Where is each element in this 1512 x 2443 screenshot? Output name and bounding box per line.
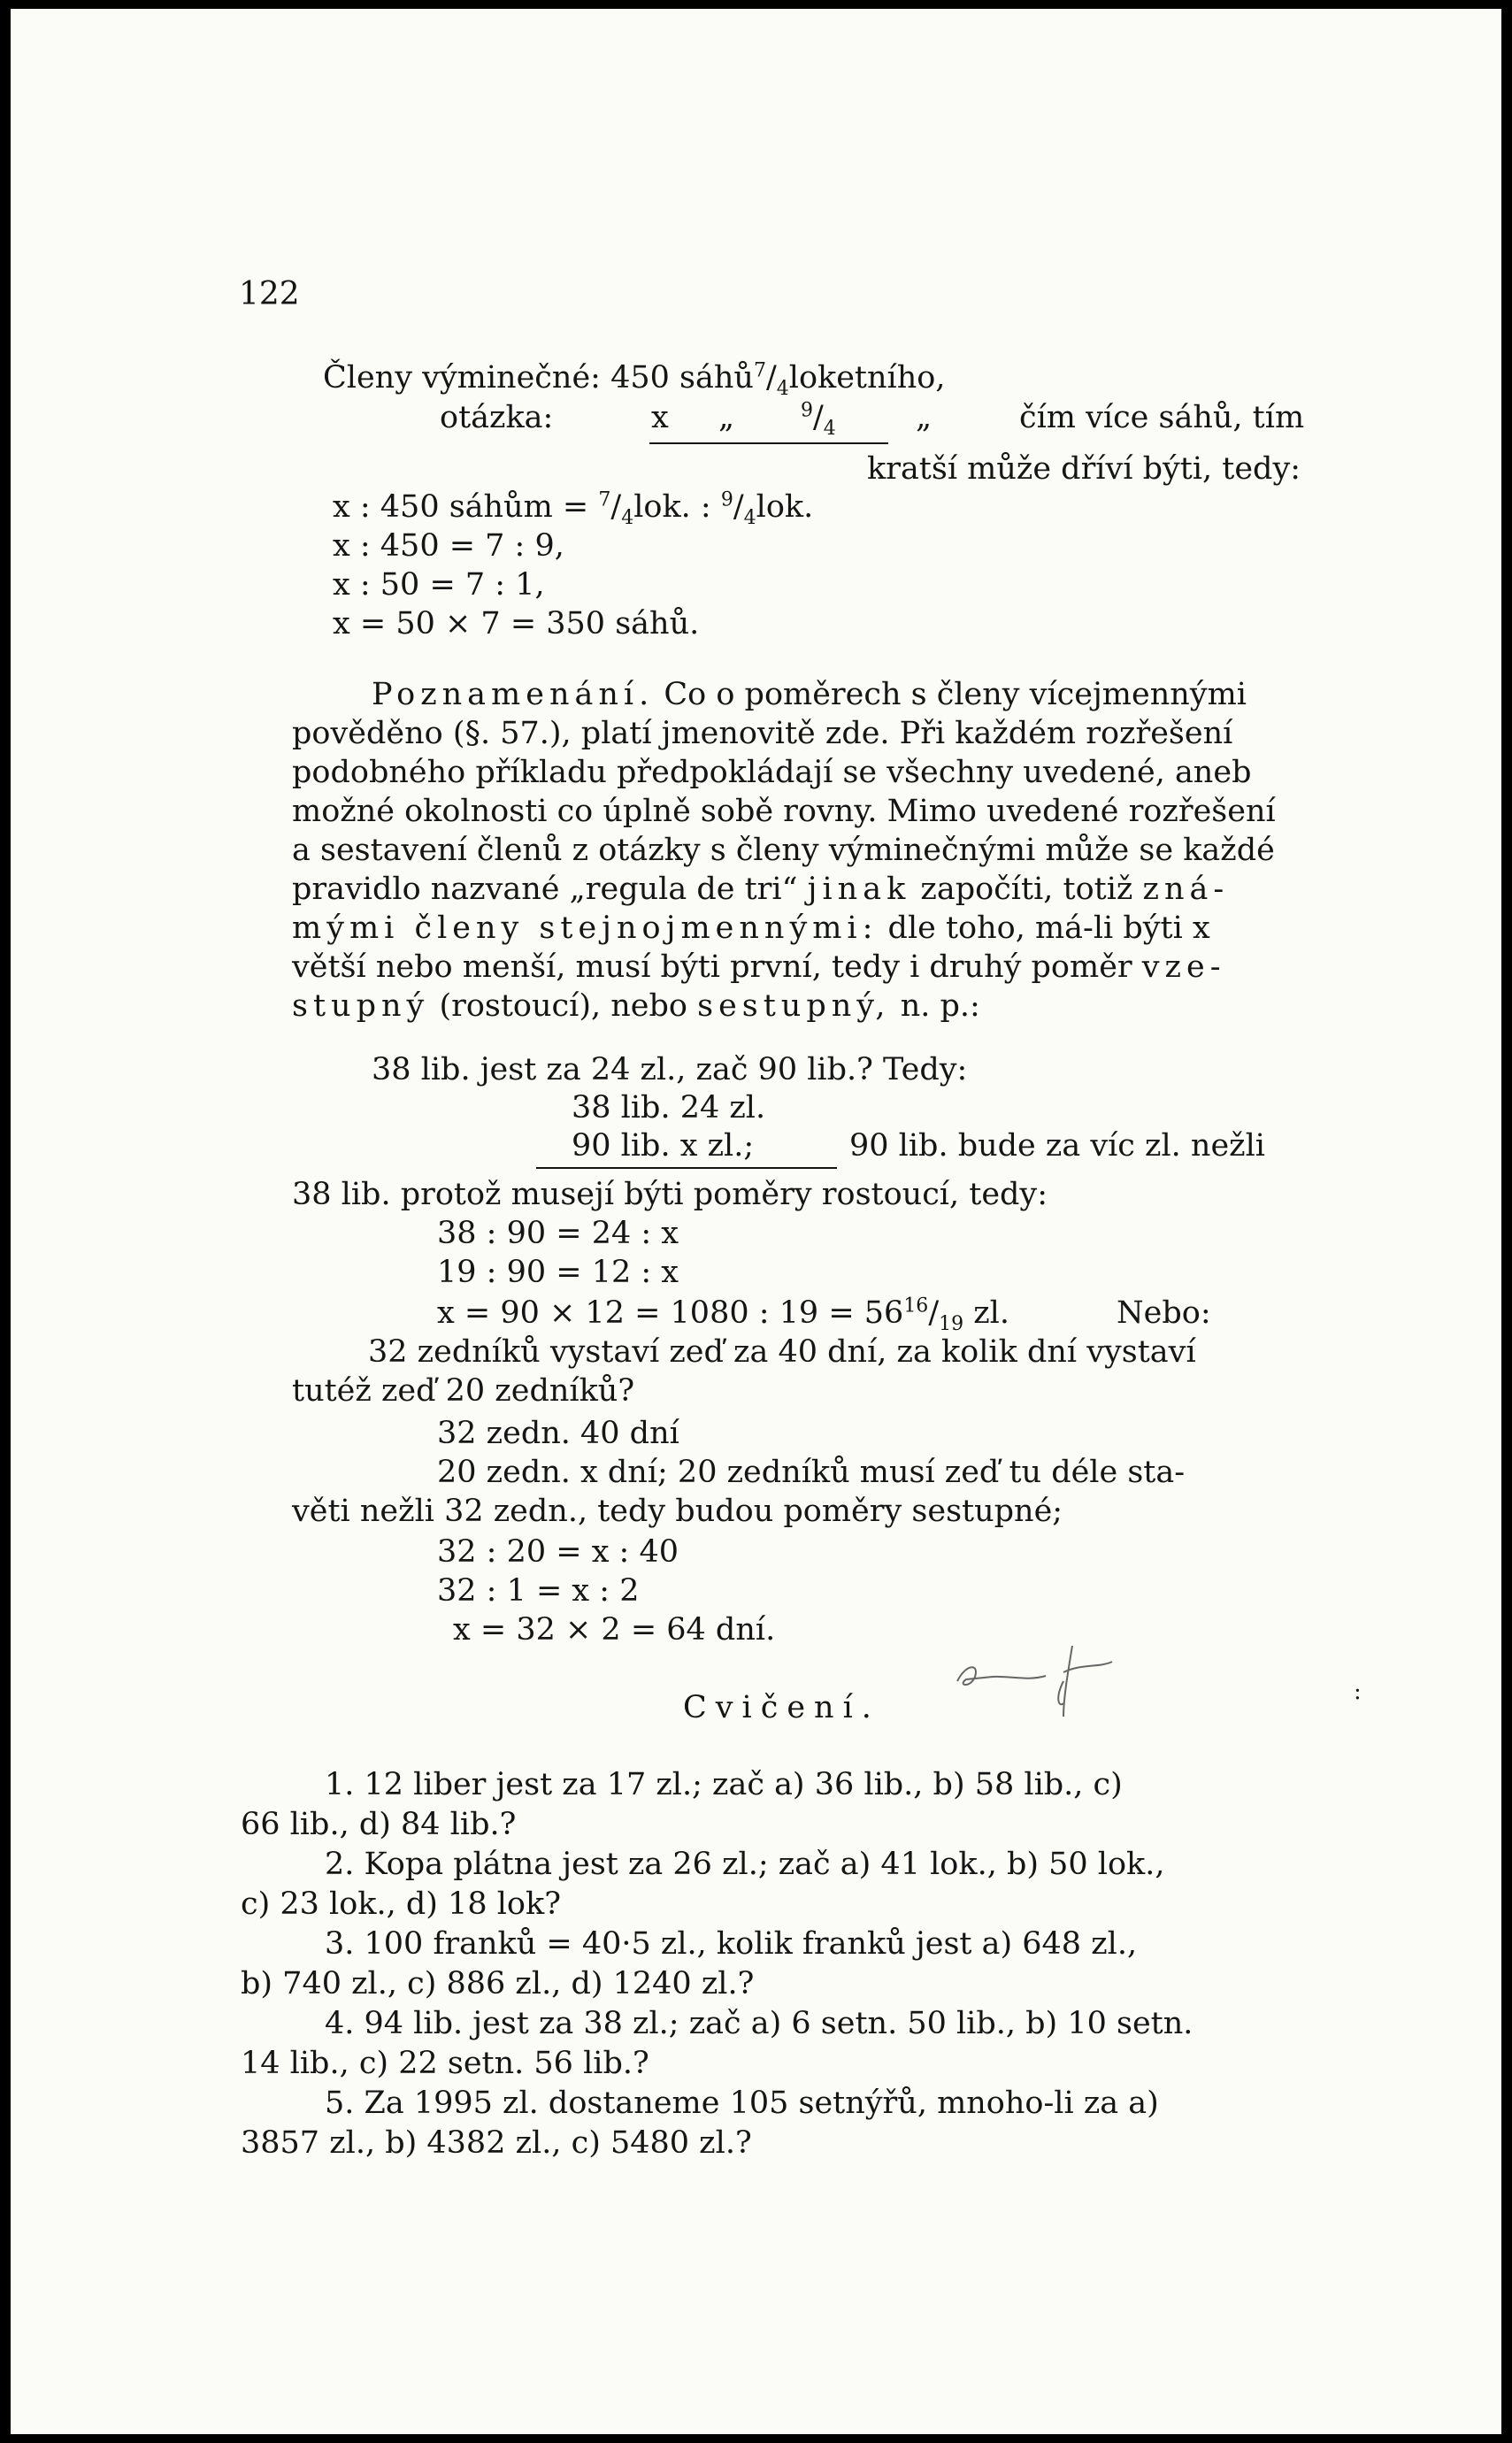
remark-line8: větší nebo menší, musí býti první, tedy i druhý poměr vze-	[292, 949, 1226, 985]
page-number: 122	[239, 276, 300, 312]
example3-given: 32 zedn. 40 dní	[437, 1416, 679, 1451]
example1-line3: kratší může dříví býti, tedy:	[867, 451, 1301, 487]
example2-nebo: Nebo:	[1117, 1295, 1211, 1331]
example2-result: x = 90 × 12 = 1080 : $19 = 56^{16}/_{19}$ zl.	[437, 1294, 1009, 1335]
exercise-3-line2: b) 740 zl., c) 886 zl., d) 1240 zl.?	[241, 1966, 755, 2001]
remark-line9: stupný (rostoucí), nebo sestupný, n. p.:	[292, 988, 980, 1024]
example2-question: 38 lib. jest za 24 zl., zač 90 lib.? Tedy:	[372, 1052, 968, 1087]
example1-question-fraction: $^9/_4$	[801, 399, 836, 440]
example1-ditto2: „	[916, 400, 933, 435]
example3-line1: 32 zedníků vystaví zeď za 40 dní, za kolik dní vystaví	[368, 1334, 1196, 1370]
remark-line2: pověděno (§. 57.), platí jmenovitě zde. Při každém rozřešení	[292, 716, 1233, 751]
example2-reasoning: 90 lib. bude za víc zl. nežli	[849, 1128, 1265, 1164]
remark-line3: podobného příkladu předpokládají se všechny uvedené, aneb	[292, 755, 1252, 790]
exercise-4-line1: 4. 94 lib. jest za 38 zl.; zač a) 6 setn. 50 lib., b) 10 setn.	[325, 2006, 1193, 2041]
exercise-2-line1: 2. Kopa plátna jest za 26 zl.; zač a) 41 lok., b) 50 lok.,	[325, 1847, 1165, 1882]
example3-asked: 20 zedn. x dní; 20 zedníků musí zeď tu déle sta-	[437, 1455, 1186, 1490]
example3-result: x = 32 × 2 = 64 dní.	[453, 1612, 776, 1648]
remark-line1: Poznamenání. Co o poměrech s členy vícejmennými	[372, 677, 1247, 712]
example3-proportion1: 32 : 20 = x : 40	[437, 1534, 679, 1570]
exercise-4-line2: 14 lib., c) 22 setn. 56 lib.?	[241, 2046, 649, 2081]
example1-proportion3: x : 50 = 7 : 1,	[333, 567, 545, 603]
example1-line1: Členy výminečné: 450 $sáhů^7/_4loketního$,	[323, 359, 946, 400]
example3-line2: tutéž zeď 20 zedníků?	[292, 1373, 635, 1409]
example1-proportion2: x : 450 = 7 : 9,	[333, 528, 564, 564]
example2-proportion2: 19 : 90 = 12 : x	[437, 1255, 679, 1290]
example1-question-label: otázka:	[440, 400, 554, 435]
example1-result: x = 50 × 7 = 350 sáhů.	[333, 606, 700, 641]
book-page	[11, 9, 1501, 2434]
example2-given: 38 lib. 24 zl.	[572, 1090, 766, 1125]
remark-heading: Poznamenání.	[372, 677, 655, 712]
handwritten-signature-mark	[931, 1610, 1143, 1725]
example1-question-rest: čím více sáhů, tím	[1019, 400, 1305, 435]
example2-proportion1: 38 : 90 = 24 : x	[437, 1216, 679, 1251]
remark-line6: pravidlo nazvané „regula de tri“ jinak započíti, totiž zná-	[292, 872, 1230, 907]
example1-ditto1: „	[718, 400, 735, 435]
exercise-5-line2: 3857 zl., b) 4382 zl., c) 5480 zl.?	[241, 2125, 752, 2161]
example2-rule	[536, 1167, 837, 1169]
example1-question-x: x	[651, 400, 669, 435]
example2-asked: 90 lib. x zl.;	[572, 1128, 755, 1164]
exercise-1-line1: 1. 12 liber jest za 17 zl.; zač a) 36 lib., b) 58 lib., c)	[325, 1767, 1123, 1802]
margin-speck: :	[1354, 1679, 1362, 1705]
remark-line7: mými členy stejnojmennými: dle toho, má-li býti x	[292, 910, 1210, 946]
remark-line5: a sestavení členů z otázky s členy výminečnými může se každé	[292, 833, 1275, 868]
exercise-3-line1: 3. 100 franků = 40·5 zl., kolik franků jest a) 648 zl.,	[325, 1926, 1138, 1962]
exercise-1-line2: 66 lib., d) 84 lib.?	[241, 1807, 517, 1842]
example3-proportion2: 32 : 1 = x : 2	[437, 1573, 640, 1609]
remark-line4: možné okolnosti co úplně sobě rovny. Mimo uvedené rozřešení	[292, 794, 1276, 829]
example3-line5: věti nežli 32 zedn., tedy budou poměry sestupné;	[292, 1494, 1063, 1529]
exercise-5-line1: 5. Za 1995 zl. dostaneme 105 setnýřů, mnoho-li za a)	[325, 2086, 1159, 2121]
exercises-heading: Cvičení.	[683, 1690, 880, 1725]
example1-proportion1: x : 450 sáhům = $^7/_4lok$. : $^9/_4lok$.	[333, 488, 814, 529]
example1-rule	[649, 442, 888, 444]
example2-conclusion: 38 lib. protož musejí býti poměry rostoucí, tedy:	[292, 1177, 1048, 1212]
exercise-2-line2: c) 23 lok., d) 18 lok?	[241, 1886, 561, 1922]
